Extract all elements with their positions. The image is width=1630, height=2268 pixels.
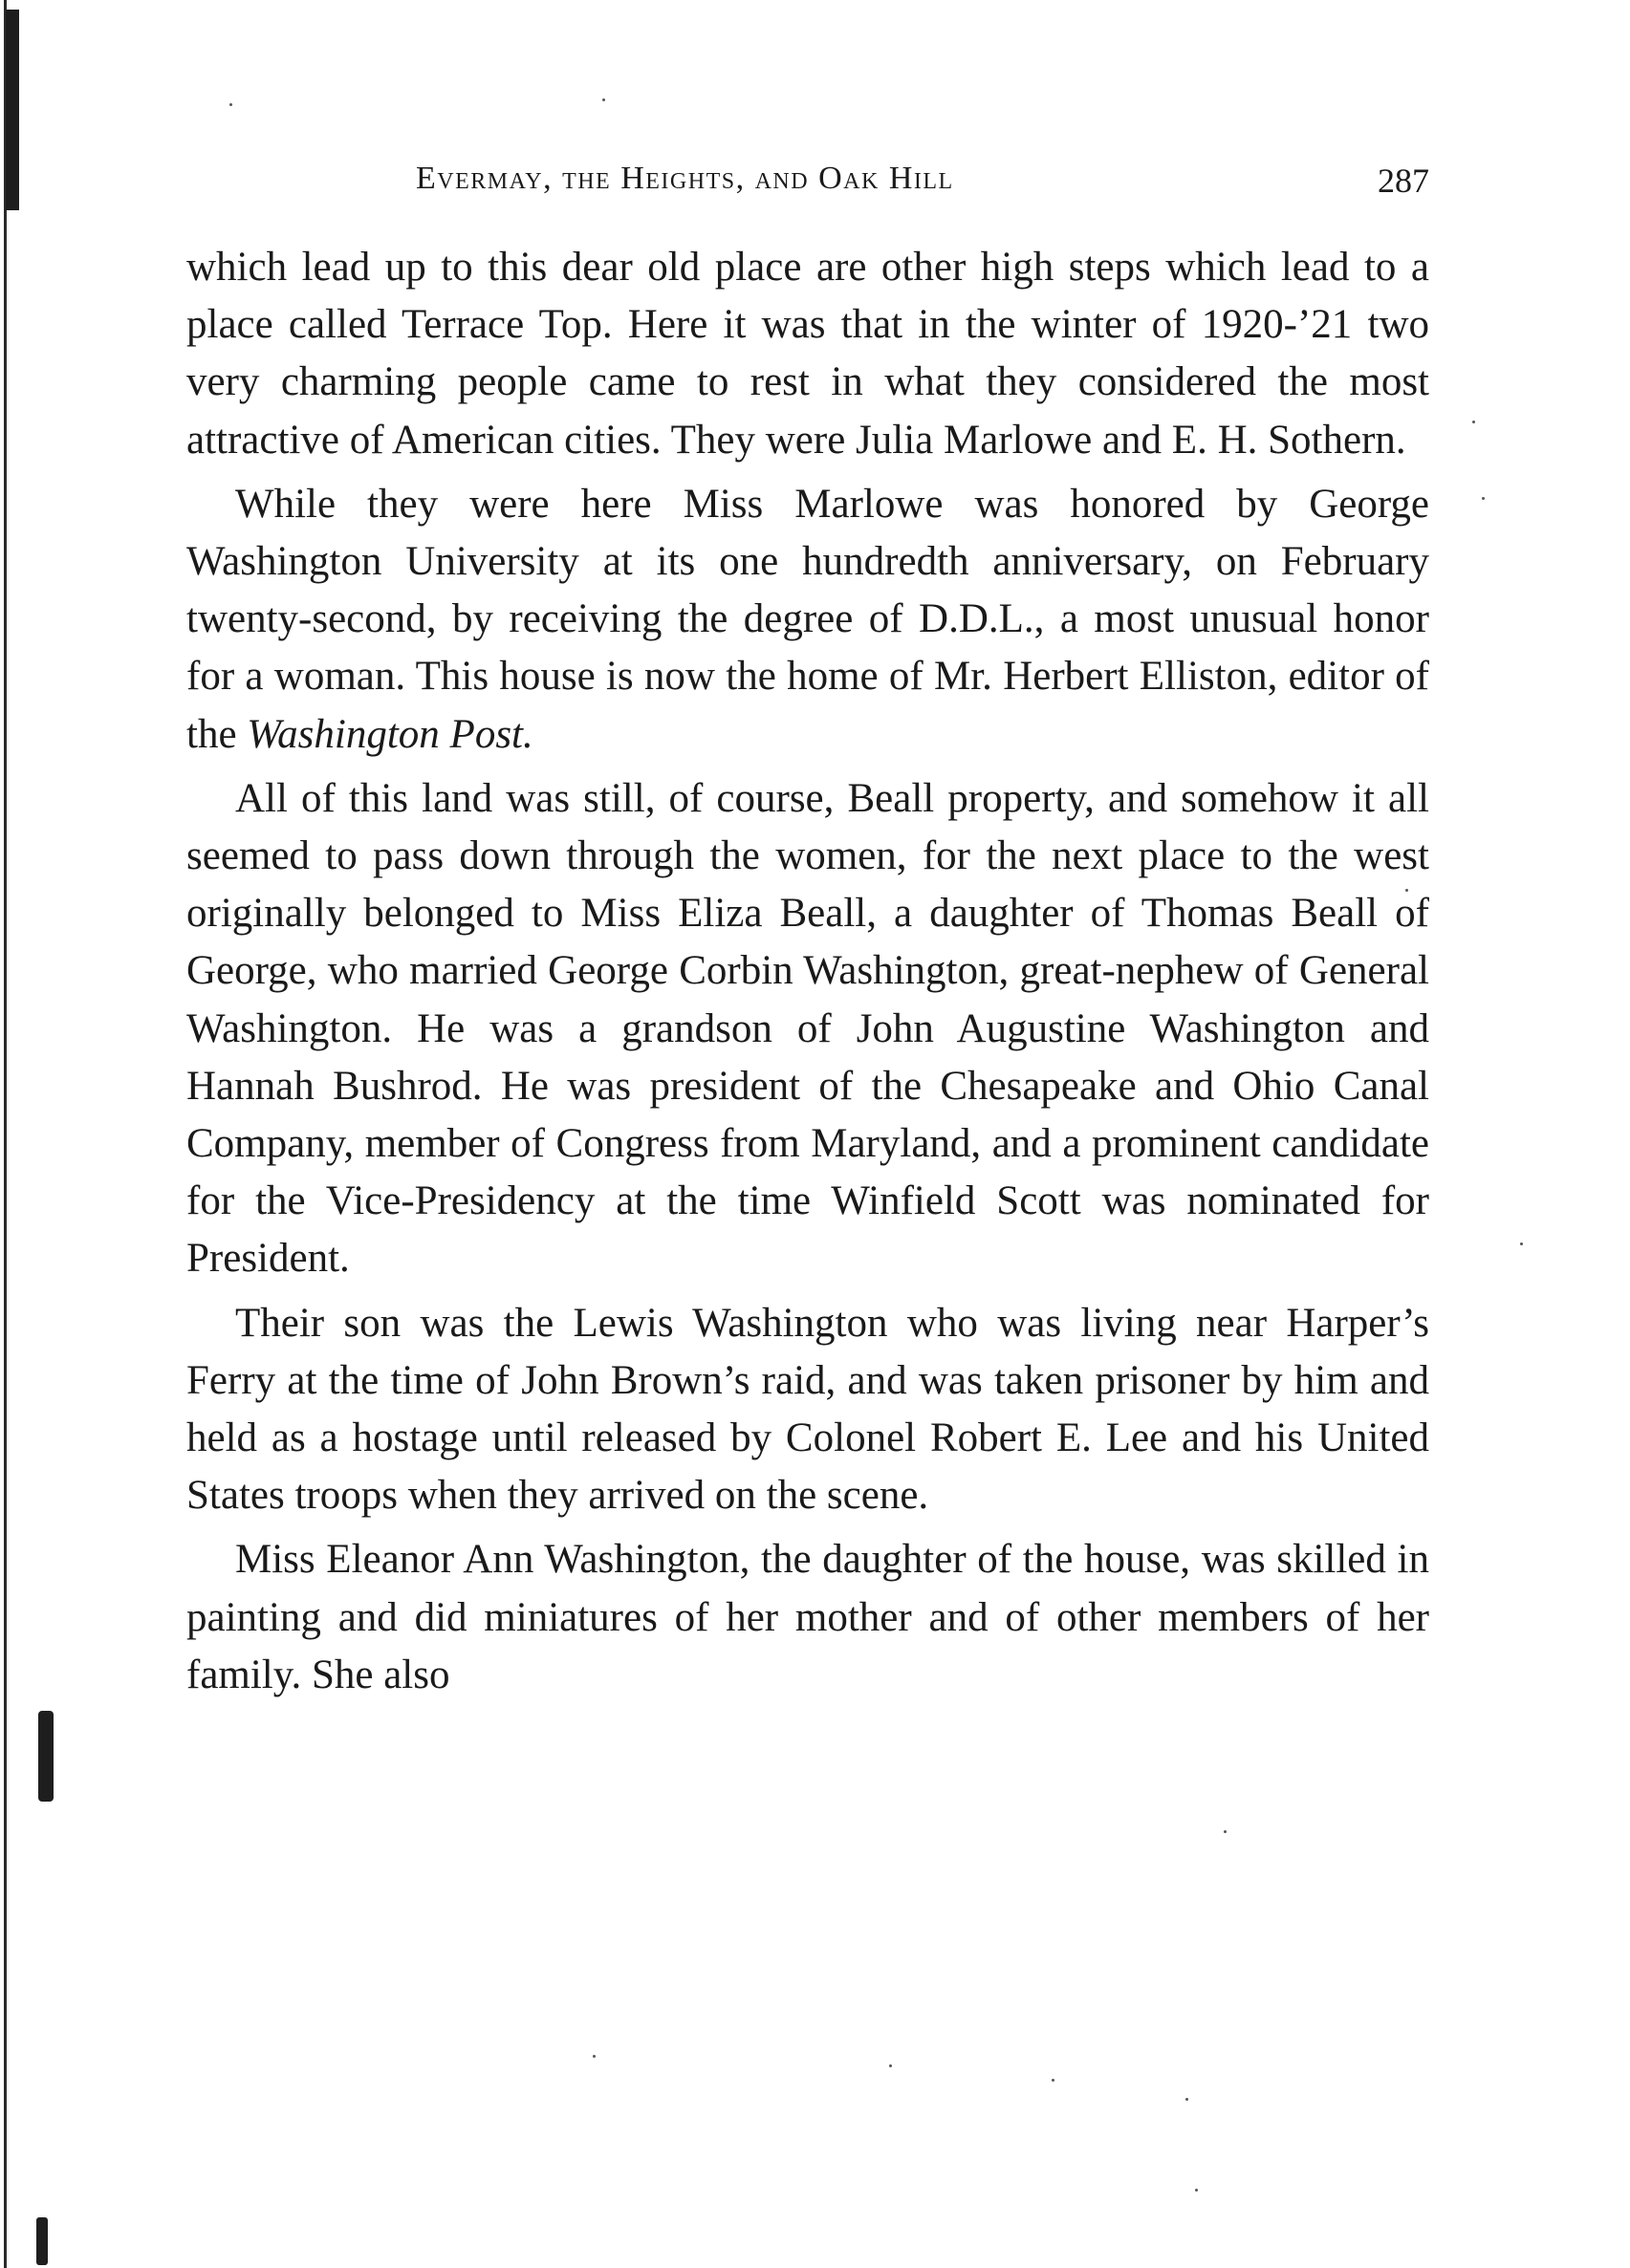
paragraph: Miss Eleanor Ann Washington, the daughter of the house, was skilled in painting and did miniatures of her mother and of other members of her family. She also (186, 1537, 1429, 1697)
scan-artifact (38, 1711, 54, 1802)
scan-speck (602, 98, 605, 101)
scan-speck (889, 2064, 892, 2067)
scan-speck (1224, 1830, 1227, 1833)
scan-speck (1185, 2098, 1188, 2101)
scan-speck (593, 2055, 596, 2058)
running-header (186, 161, 1429, 210)
scan-speck (229, 103, 232, 106)
binding-edge (4, 0, 7, 2268)
body-text (186, 239, 1429, 1711)
paragraph-text: While they were here Miss Marlowe was honored by George Washington University at its one hundredth anniversary, on February twenty-second, by receiving the degree of D.D.L., a most unusual honor for a woman. This house is now the home of Mr. Herbert Elliston, editor of the (186, 481, 1429, 757)
scan-speck (1482, 497, 1485, 500)
scan-speck (1472, 421, 1475, 423)
paragraph: All of this land was still, of course, Beall property, and somehow it all seemed to pass down through the women, for the next place to the west originally belonged to Miss Eliza Beall, a daughter of Thomas Beall of George, who married George Corbin Washington, great-nephew of General Washington. He was a grandson of John Augustine Washington and Hannah Bushrod. He was president of the Chesapeake and Ohio Canal Company, member of Congress from Maryland, and a prominent candidate for the Vice-Presidency at the time Winfield Scott was nominated for President. (186, 775, 1429, 1282)
scan-artifact (36, 2217, 48, 2265)
paragraph: Their son was the Lewis Washington who was living near Harper’s Ferry at the time of John Brown’s raid, and was taken prisoner by him and held as a hostage until released by Colonel Robert E. Lee and his United States troops when they arrived on the scene. (186, 1300, 1429, 1519)
newspaper-title: Washington Post. (247, 711, 533, 757)
page-number: 287 (1378, 162, 1429, 200)
scan-artifact (6, 10, 19, 210)
scan-speck (1052, 2079, 1054, 2082)
scan-speck (1520, 1242, 1523, 1245)
scan-speck (1195, 2189, 1198, 2192)
paragraph: which lead up to this dear old place are other high steps which lead to a place called Terrace Top. Here it was that in the winter of 1920-’21 two very charming people came to rest in what they considered the most attractive of American cities. They were Julia Marlowe and E. H. Sothern. (186, 245, 1429, 463)
paragraph (186, 476, 1429, 764)
running-title: Evermay, the Heights, and Oak Hill (416, 161, 954, 196)
